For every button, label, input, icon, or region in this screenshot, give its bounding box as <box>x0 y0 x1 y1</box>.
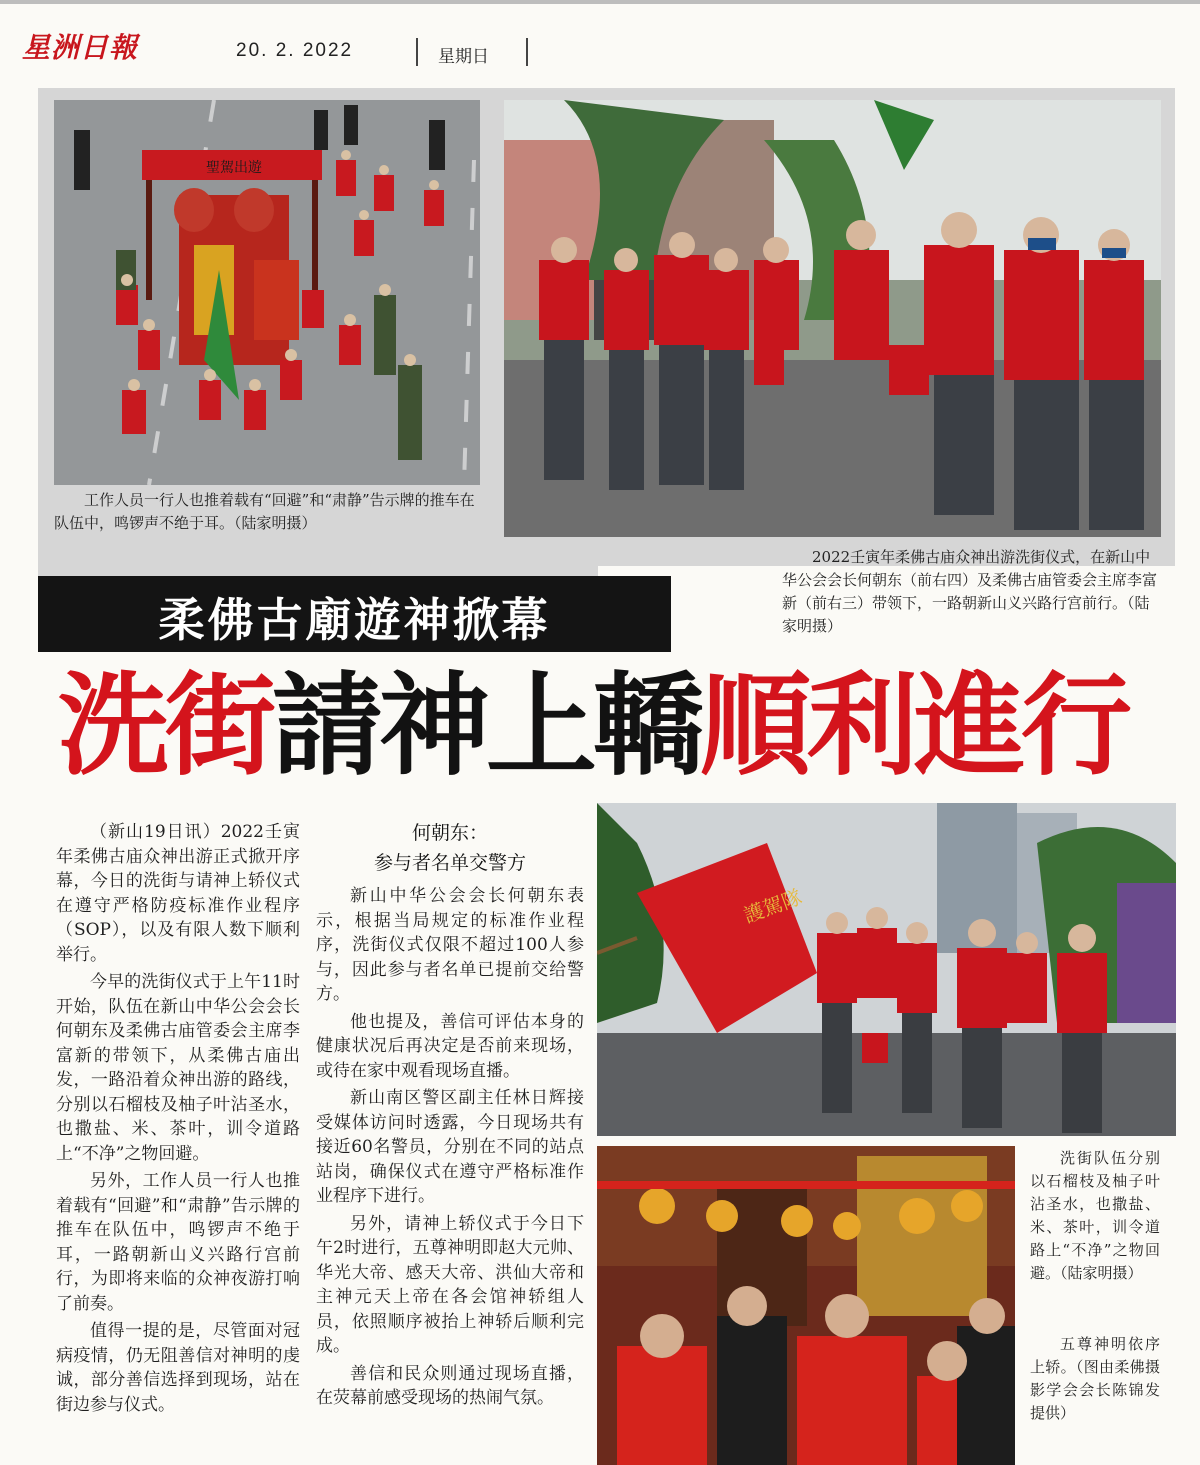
paragraph: 他也提及，善信可评估本身的健康状况后再决定是否前来现场，或待在家中观看现场直播。 <box>316 1011 584 1081</box>
sedan-banner-text: 聖駕出遊 <box>206 160 262 176</box>
article-column-2 <box>316 884 584 1414</box>
subheading-line-1: 何朝东： <box>411 822 488 844</box>
paragraph: 值得一提的是，尽管面对冠病疫情，仍无阻善信对神明的虔诚，部分善信选择到现场，站在街边参与仪式。 <box>56 1321 300 1415</box>
headline-part-3: 順利進行 <box>700 662 1129 791</box>
flag-procession-photo <box>597 803 1176 1136</box>
temple-photo <box>597 1146 1015 1465</box>
paragraph: 新山南区警区副主任林日辉接受媒体访问时透露，今日现场共有接近60名警员，分别在不同的站点站岗，确保仪式在遵守严格标准作业程序下进行。 <box>316 1088 584 1206</box>
paragraph: 善信和民众则通过现场直播，在荧幕前感受现场的热闹气氛。 <box>316 1363 584 1408</box>
paragraph: （新山19日讯）2022壬寅年柔佛古庙众神出游正式掀开序幕，今日的洗街与请神上轿仪式在遵守严格防疫标准作业程序（SOP），以及有限人数下顺利举行。 <box>56 822 300 965</box>
paragraph: 新山中华公会会长何朝东表示，根据当局规定的标准作业程序，洗街仪式仅限不超过100人参与，因此参与者名单已提前交给警方。 <box>316 886 584 1004</box>
subheading <box>316 818 584 878</box>
article-column-1 <box>56 820 300 1420</box>
flag-text: 護駕隊 <box>740 884 806 928</box>
top-rule <box>0 0 1200 4</box>
kicker-headline: 柔佛古廟遊神掀幕 <box>158 593 551 647</box>
main-headline <box>58 662 1128 792</box>
subheading-line-2: 参与者名单交警方 <box>373 852 526 874</box>
paragraph: 另外，工作人员一行人也推着载有“回避”和“肃静”告示牌的推车在队伍中，鸣锣声不绝于耳，一路朝新山义兴路行宫前行，为即将来临的众神夜游打响了前奏。 <box>56 1171 300 1314</box>
issue-weekday: 星期日 <box>438 47 489 67</box>
paragraph: 另外，请神上轿仪式于今日下午2时进行，五尊神明即赵大元帅、华光大帝、感天大帝、洪仙大帝和主神元天上帝在各会馆神轿组人员，依照顺序被抬上神轿后顺利完成。 <box>316 1213 584 1356</box>
kicker-bar <box>38 576 671 652</box>
paragraph: 今早的洗街仪式于上午11时开始，队伍在新山中华公会会长何朝东及柔佛古庙管委会主席李富新的带领下，从柔佛古庙出发，一路沿着众神出游的路线，分别以石榴枝及柚子叶沾圣水，也撒盐、米、茶叶，训令道路上“不净”之物回避。 <box>56 972 300 1164</box>
leaders-photo-caption: 2022壬寅年柔佛古庙众神出游洗街仪式，在新山中华公会会长何朝东（前右四）及柔佛古庙管委会主席李富新（前右三）带领下，一路朝新山义兴路行宫前行。（陆家明摄） <box>782 548 1158 635</box>
headline-part-1: 洗街 <box>58 662 273 791</box>
weekday-divider <box>526 38 528 66</box>
temple-photo-caption: 五尊神明依序上轿。（图由柔佛摄影学会会长陈锦发提供） <box>1030 1335 1160 1422</box>
headline-part-2: 請神上轎 <box>272 662 701 791</box>
flag-photo-caption: 洗街队伍分别以石榴枝及柚子叶沾圣水，也撒盐、米、茶叶，训令道路上“不净”之物回避。（陆家明摄） <box>1030 1149 1160 1282</box>
panel-extension <box>38 566 598 576</box>
procession-photo-caption: 工作人员一行人也推着载有“回避”和“肃静”告示牌的推车在队伍中，鸣锣声不绝于耳。（陆家明摄） <box>54 491 475 532</box>
newspaper-logo: 星洲日報 <box>22 31 139 64</box>
issue-date: 20. 2. 2022 <box>236 40 354 61</box>
date-divider <box>416 38 418 66</box>
leaders-photo <box>504 100 1161 537</box>
procession-photo <box>54 100 480 485</box>
